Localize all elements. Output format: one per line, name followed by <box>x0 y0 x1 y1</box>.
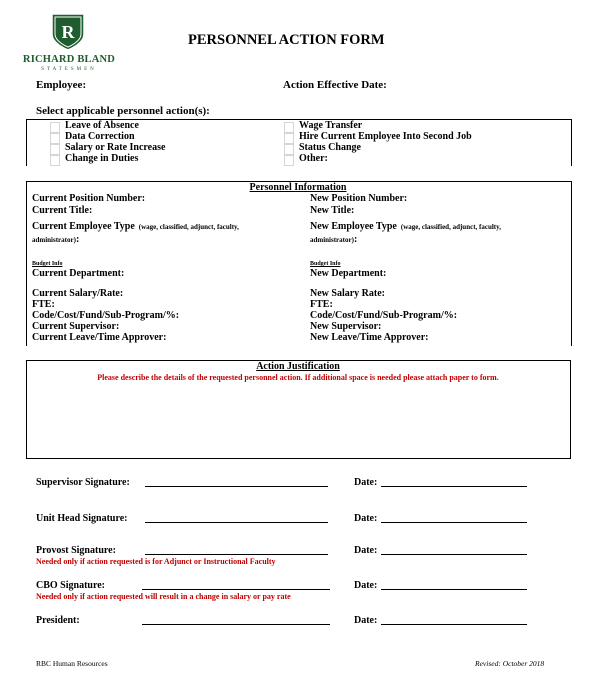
action-label: Hire Current Employee Into Second Job <box>299 131 472 142</box>
field-label: New Employee Type <box>310 221 397 232</box>
action-label: Salary or Rate Increase <box>65 142 166 153</box>
unit-head-signature-line[interactable] <box>145 522 328 523</box>
budget-info-label: Budget Info <box>310 261 341 267</box>
footer-left: RBC Human Resources <box>36 659 108 668</box>
new-leave-approver: New Leave/Time Approver: <box>310 332 429 343</box>
justification-header: Action Justification <box>256 361 340 372</box>
supervisor-signature-label: Supervisor Signature: <box>36 477 130 488</box>
supervisor-signature-line[interactable] <box>145 486 328 487</box>
type-note: (wage, classified, adjunct, faculty, <box>138 223 239 231</box>
date-label: Date: <box>354 477 378 488</box>
president-signature-label: President: <box>36 615 80 626</box>
action-label: Status Change <box>299 142 361 153</box>
cbo-signature-line[interactable] <box>142 589 330 590</box>
date-label: Date: <box>354 615 378 626</box>
select-actions-label: Select applicable personnel action(s): <box>36 105 210 117</box>
date-label: Date: <box>354 513 378 524</box>
provost-date-line[interactable] <box>381 554 527 555</box>
unit-head-date-line[interactable] <box>381 522 527 523</box>
new-code: Code/Cost/Fund/Sub-Program/%: <box>310 310 458 321</box>
cbo-date-line[interactable] <box>381 589 527 590</box>
new-department: New Department: <box>310 268 387 279</box>
action-label: Change in Duties <box>65 153 139 164</box>
current-leave-approver: Current Leave/Time Approver: <box>32 332 167 343</box>
date-label: Date: <box>354 580 378 591</box>
page-title: PERSONNEL ACTION FORM <box>188 32 385 48</box>
current-supervisor: Current Supervisor: <box>32 321 120 332</box>
new-position-number: New Position Number: <box>310 193 408 204</box>
checkbox-data-correction[interactable] <box>50 133 60 144</box>
cbo-signature-label: CBO Signature: <box>36 580 105 591</box>
type-note: administrator) <box>32 236 76 244</box>
provost-signature-label: Provost Signature: <box>36 545 116 556</box>
president-signature-line[interactable] <box>142 624 330 625</box>
type-note: (wage, classified, adjunct, faculty, <box>400 223 501 231</box>
employee-label: Employee: <box>36 79 87 91</box>
checkbox-wage-transfer[interactable] <box>284 122 294 133</box>
effective-date-label: Action Effective Date: <box>283 79 387 91</box>
action-label: Leave of Absence <box>65 120 139 131</box>
unit-head-signature-label: Unit Head Signature: <box>36 513 128 524</box>
checkbox-leave-of-absence[interactable] <box>50 122 60 133</box>
justification-note: Please describe the details of the requested personnel action. If additional space is needed please attach paper to form. <box>97 373 499 382</box>
supervisor-date-line[interactable] <box>381 486 527 487</box>
checkbox-hire-second-job[interactable] <box>284 133 294 144</box>
checkbox-other[interactable] <box>284 155 294 166</box>
provost-signature-line[interactable] <box>145 554 328 555</box>
footer-right: Revised: October 2018 <box>475 659 545 668</box>
president-date-line[interactable] <box>381 624 527 625</box>
new-salary-rate: New Salary Rate: <box>310 288 385 299</box>
logo-name: RICHARD BLAND <box>22 54 116 65</box>
action-label: Data Correction <box>65 131 135 142</box>
cbo-note: Needed only if action requested will result in a change in salary or pay rate <box>36 592 291 601</box>
checkbox-status-change[interactable] <box>284 144 294 155</box>
shield-logo-icon <box>50 12 86 52</box>
field-label: Current Employee Type <box>32 221 135 232</box>
current-fte: FTE: <box>32 299 55 310</box>
colon: : <box>75 234 80 245</box>
logo <box>22 12 122 74</box>
new-title: New Title: <box>310 205 355 216</box>
current-title: Current Title: <box>32 205 93 216</box>
checkbox-salary-increase[interactable] <box>50 144 60 155</box>
new-supervisor: New Supervisor: <box>310 321 382 332</box>
current-department: Current Department: <box>32 268 125 279</box>
current-type-note-line2 <box>32 229 79 247</box>
action-label: Wage Transfer <box>299 120 363 131</box>
new-fte: FTE: <box>310 299 333 310</box>
logo-subtitle: STATESMEN <box>41 67 97 72</box>
svg-text:R: R <box>61 22 75 42</box>
current-position-number: Current Position Number: <box>32 193 146 204</box>
new-type-note-line2 <box>310 229 357 247</box>
provost-note: Needed only if action requested is for Adjunct or Instructional Faculty <box>36 557 276 566</box>
budget-info-label: Budget Info <box>32 261 63 267</box>
current-salary-rate: Current Salary/Rate: <box>32 288 124 299</box>
personnel-info-header: Personnel Information <box>249 182 347 193</box>
type-note: administrator) <box>310 236 354 244</box>
checkbox-change-in-duties[interactable] <box>50 155 60 166</box>
colon: : <box>353 234 358 245</box>
current-code: Code/Cost/Fund/Sub-Program/%: <box>32 310 180 321</box>
date-label: Date: <box>354 545 378 556</box>
action-label: Other: <box>299 153 328 164</box>
